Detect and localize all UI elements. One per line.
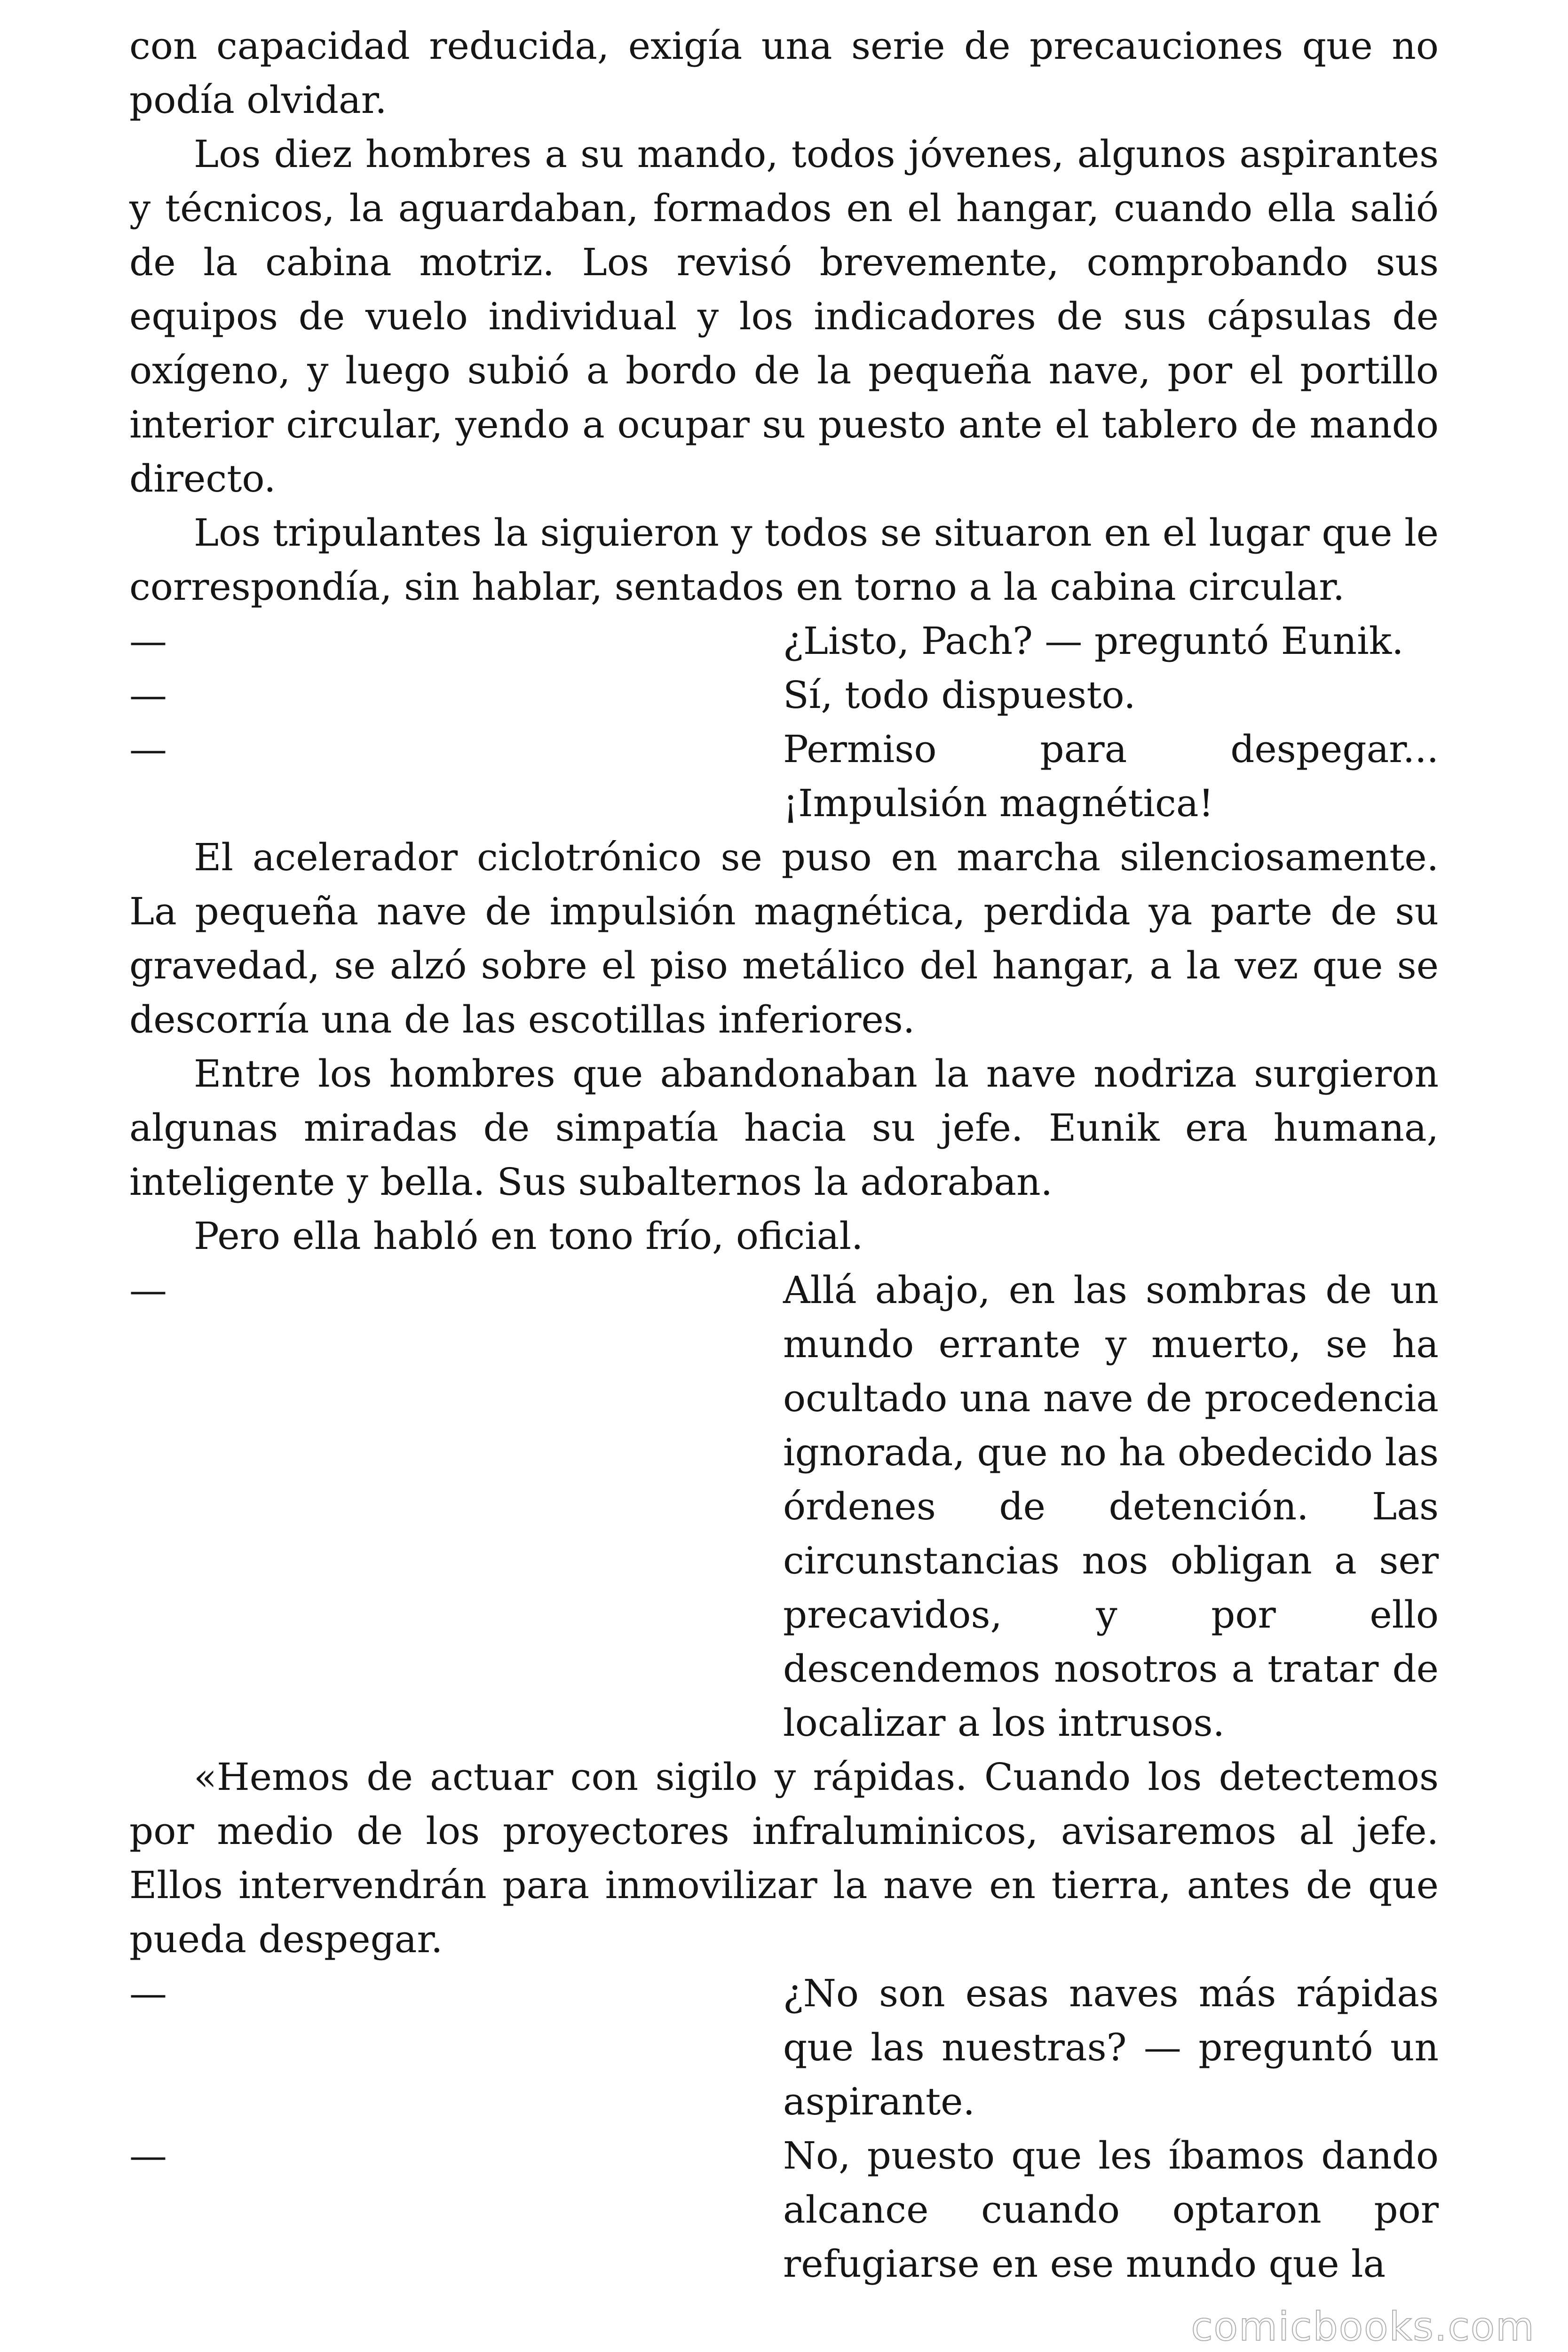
dialogue-line xyxy=(129,1966,1439,2129)
paragraph: con capacidad reducida, exigía una serie de precauciones que no podía olvidar. xyxy=(129,24,1439,122)
dialogue-line xyxy=(129,1263,1439,1750)
dialogue-dash: — xyxy=(129,1971,167,2015)
dialogue-text: Sí, todo dispuesto. xyxy=(783,673,1136,717)
dialogue-dash: — xyxy=(129,2134,167,2177)
watermark: comicbooks.com xyxy=(1191,2304,1535,2350)
paragraph: El acelerador ciclotrónico se puso en marcha silenciosamente. La pequeña nave de impulsión magnética, perdida ya parte de su gravedad, se alzó sobre el piso metálico del hangar, a la vez que se descorría una de las escotillas inferiores. xyxy=(129,835,1439,1041)
dialogue-line xyxy=(129,614,1439,668)
dialogue-line xyxy=(129,668,1439,722)
dialogue-text: Allá abajo, en las sombras de un mundo errante y muerto, se ha ocultado una nave de procedencia ignorada, que no ha obedecido las órdenes de detención. Las circunstancias nos obligan a ser precavidos, y por ello descendemos nosotros a tratar de localizar a los intrusos. xyxy=(783,1268,1439,1745)
paragraph: Los diez hombres a su mando, todos jóvenes, algunos aspirantes y técnicos, la aguardaban, formados en el hangar, cuando ella salió de la cabina motriz. Los revisó brevemente, comprobando sus equipos de vuelo individual y los indicadores de sus cápsulas de oxígeno, y luego subió a bordo de la pequeña nave, por el portillo interior circular, yendo a ocupar su puesto ante el tablero de mando directo. xyxy=(129,132,1439,501)
paragraph: Entre los hombres que abandonaban la nave nodriza surgieron algunas miradas de simpatía hacia su jefe. Eunik era humana, inteligente y bella. Sus subalternos la adoraban. xyxy=(129,1052,1439,1204)
dialogue-dash: — xyxy=(129,727,167,771)
paragraph: Los tripulantes la siguieron y todos se situaron en el lugar que le correspondía, sin hablar, sentados en torno a la cabina circular. xyxy=(129,511,1439,609)
paragraph: Pero ella habló en tono frío, oficial. xyxy=(194,1214,863,1258)
dialogue-dash: — xyxy=(129,619,167,663)
dialogue-line xyxy=(129,722,1439,830)
paragraph: «Hemos de actuar con sigilo y rápidas. Cuando los detectemos por medio de los proyectores infraluminicos, avisaremos al jefe. Ellos intervendrán para inmovilizar la nave en tierra, antes de que pueda despegar. xyxy=(129,1755,1439,1961)
dialogue-text: Permiso para despegar... ¡Impulsión magnética! xyxy=(783,727,1439,825)
dialogue-text: ¿No son esas naves más rápidas que las nuestras? — preguntó un aspirante. xyxy=(783,1971,1439,2123)
page-text xyxy=(129,19,1439,2291)
dialogue-dash: — xyxy=(129,1268,167,1312)
dialogue-dash: — xyxy=(129,673,167,717)
dialogue-line xyxy=(129,2129,1439,2291)
dialogue-text: No, puesto que les íbamos dando alcance cuando optaron por refugiarse en ese mundo que la xyxy=(783,2134,1439,2286)
dialogue-text: ¿Listo, Pach? — preguntó Eunik. xyxy=(783,619,1404,663)
